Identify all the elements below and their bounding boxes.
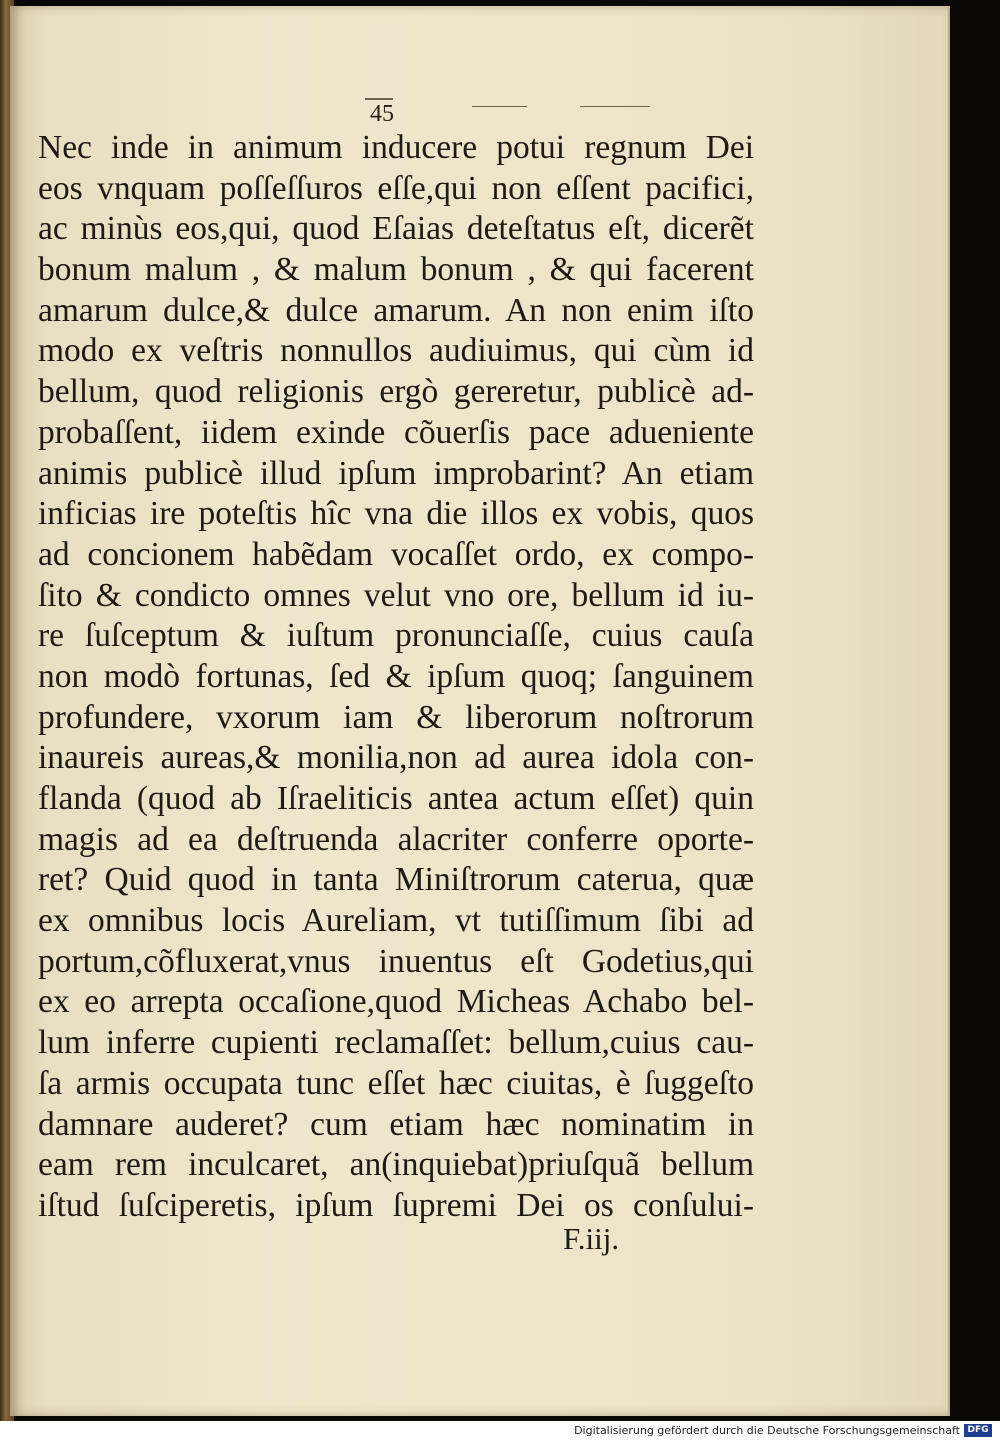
text-line: flanda (quod ab Iſraeliticis antea actum eſſet) quin	[38, 780, 754, 817]
text-line: profundere, vxorum iam & liberorum noſtrorum	[38, 698, 754, 736]
text-line: ſa armis occupata tunc eſſet hæc ciuitas, è ſuggeſto	[38, 1064, 754, 1102]
text-line: amarum dulce,& dulce amarum. An non enim iſto	[38, 291, 754, 329]
text-line: eam rem inculcaret, an(inquiebat)priuſquã bellum	[38, 1146, 754, 1184]
text-line: ex eo arrepta occaſione,quod Micheas Achabo bel-	[38, 983, 754, 1021]
text-line: modo ex veſtris nonnullos audiuimus, qui cùm id	[38, 332, 754, 370]
text-line: Nec inde in animum inducere potui regnum Dei	[38, 129, 754, 166]
text-line: ex omnibus locis Aureliam, vt tutiſſimum ſibi ad	[38, 902, 754, 940]
header-rule	[580, 106, 650, 107]
text-line: portum,cõfluxerat,vnus inuentus eſt Godetius,qui	[38, 942, 754, 980]
text-line: animis publicè illud ipſum improbarint? An etiam	[38, 454, 754, 492]
header-rule	[472, 106, 527, 107]
text-line: non modò fortunas, ſed & ipſum quoq; ſanguinem	[38, 657, 754, 695]
text-line: bellum, quod religionis ergò gereretur, publicè ad-	[38, 373, 754, 411]
header-rule	[365, 98, 393, 100]
text-line: probaſſent, iidem exinde cõuerſis pace adueniente	[38, 413, 754, 451]
text-line: ac minùs eos,qui, quod Eſaias deteſtatus eſt, dicerẽt	[38, 210, 754, 248]
text-line: lum inferre cupienti reclamaſſet: bellum,cuius cau-	[38, 1024, 754, 1062]
text-line: damnare auderet? cum etiam hæc nominatim in	[38, 1105, 754, 1143]
text-line: iſtud ſuſciperetis, ipſum ſupremi Dei os conſului-	[38, 1186, 754, 1224]
text-line: eos vnquam poſſeſſuros eſſe,qui non eſſent pacifici,	[38, 169, 754, 207]
funding-credit: Digitalisierung gefördert durch die Deutsche Forschungsgemeinschaft	[574, 1424, 960, 1437]
text-line: bonum malum , & malum bonum , & qui facerent	[38, 251, 754, 289]
footer-bar	[0, 1421, 1000, 1441]
text-line: ad concionem habẽdam vocaſſet ordo, ex compo-	[38, 535, 754, 573]
page-number: 45	[370, 101, 394, 127]
body-text	[38, 128, 754, 1227]
book-page	[10, 6, 950, 1416]
text-line: ret? Quid quod in tanta Miniſtrorum caterua, quæ	[38, 861, 754, 899]
text-line: inaureis aureas,& monilia,non ad aurea idola con-	[38, 739, 754, 777]
text-line: re ſuſceptum & iuſtum pronunciaſſe, cuius cauſa	[38, 617, 754, 655]
text-line: magis ad ea deſtruenda alacriter conferre oporte-	[38, 820, 754, 858]
text-line: inficias ire poteſtis hîc vna die illos ex vobis, quos	[38, 495, 754, 533]
signature-mark: F.iij.	[563, 1221, 620, 1256]
dfg-logo: DFG	[964, 1424, 992, 1437]
text-line: ſito & condicto omnes velut vno ore, bellum id iu-	[38, 576, 754, 614]
